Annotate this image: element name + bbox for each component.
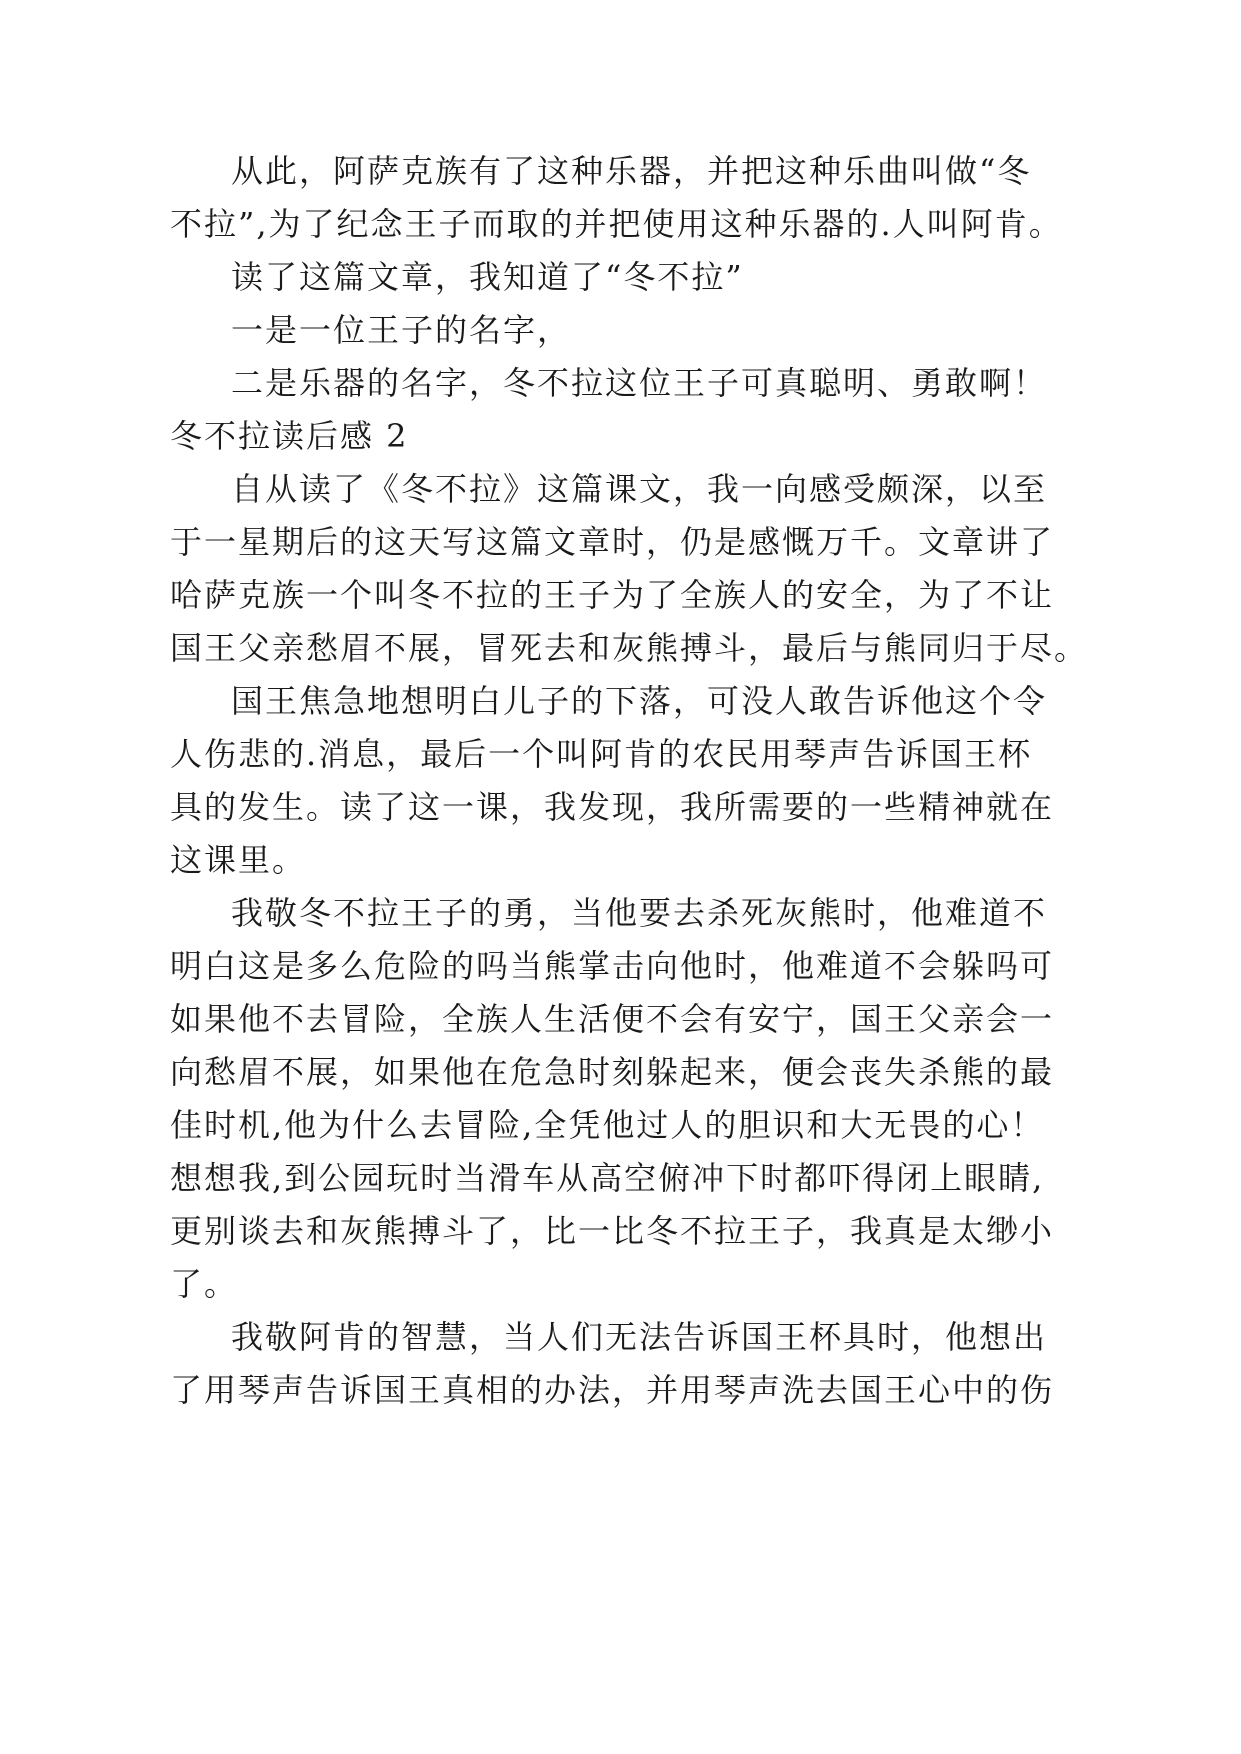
text-line: 想想我,到公园玩时当滑车从高空俯冲下时都吓得闭上眼睛, [170, 1159, 1045, 1197]
text-line: 读了这篇文章，我知道了“冬不拉” [231, 258, 744, 296]
text-line: 这课里。 [170, 841, 307, 879]
text-line: 于一星期后的这天写这篇文章时，仍是感慨万千。文章讲了 [170, 523, 1055, 561]
text-line: 向愁眉不展，如果他在危急时刻躲起来，便会丧失杀熊的最 [170, 1053, 1055, 1091]
section-heading: 冬不拉读后感 2 [170, 417, 409, 455]
text-line: 了用琴声告诉国王真相的办法，并用琴声洗去国王心中的伤 [170, 1371, 1055, 1409]
text-line: 哈萨克族一个叫冬不拉的王子为了全族人的安全，为了不让 [170, 576, 1055, 614]
text-line: 二是乐器的名字，冬不拉这位王子可真聪明、勇敢啊！ [231, 364, 1048, 402]
text-line: 国王焦急地想明白儿子的下落，可没人敢告诉他这个令 [231, 682, 1048, 720]
text-line: 了。 [170, 1265, 239, 1303]
text-line: 明白这是多么危险的吗当熊掌击向他时，他难道不会躲吗可 [170, 947, 1055, 985]
text-line: 人伤悲的.消息，最后一个叫阿肯的农民用琴声告诉国王杯 [170, 735, 1033, 773]
text-line: 具的发生。读了这一课，我发现，我所需要的一些精神就在 [170, 788, 1055, 826]
text-line: 从此，阿萨克族有了这种乐器，并把这种乐曲叫做“冬 [231, 152, 1032, 190]
text-line: 如果他不去冒险，全族人生活便不会有安宁，国王父亲会一 [170, 1000, 1055, 1038]
text-line: 更别谈去和灰熊搏斗了，比一比冬不拉王子，我真是太缈小 [170, 1212, 1055, 1250]
text-line: 佳时机,他为什么去冒险,全凭他过人的胆识和大无畏的心！ [170, 1106, 1045, 1144]
text-line: 我敬冬不拉王子的勇，当他要去杀死灰熊时，他难道不 [231, 894, 1048, 932]
text-line: 国王父亲愁眉不展，冒死去和灰熊搏斗，最后与熊同归于尽。 [170, 629, 1089, 667]
text-line: 我敬阿肯的智慧，当人们无法告诉国王杯具时，他想出 [231, 1318, 1048, 1356]
text-line: 不拉”,为了纪念王子而取的并把使用这种乐器的.人叫阿肯。 [170, 205, 1063, 243]
text-line: 自从读了《冬不拉》这篇课文，我一向感受颇深，以至 [231, 470, 1048, 508]
text-line: 一是一位王子的名字， [231, 311, 572, 349]
